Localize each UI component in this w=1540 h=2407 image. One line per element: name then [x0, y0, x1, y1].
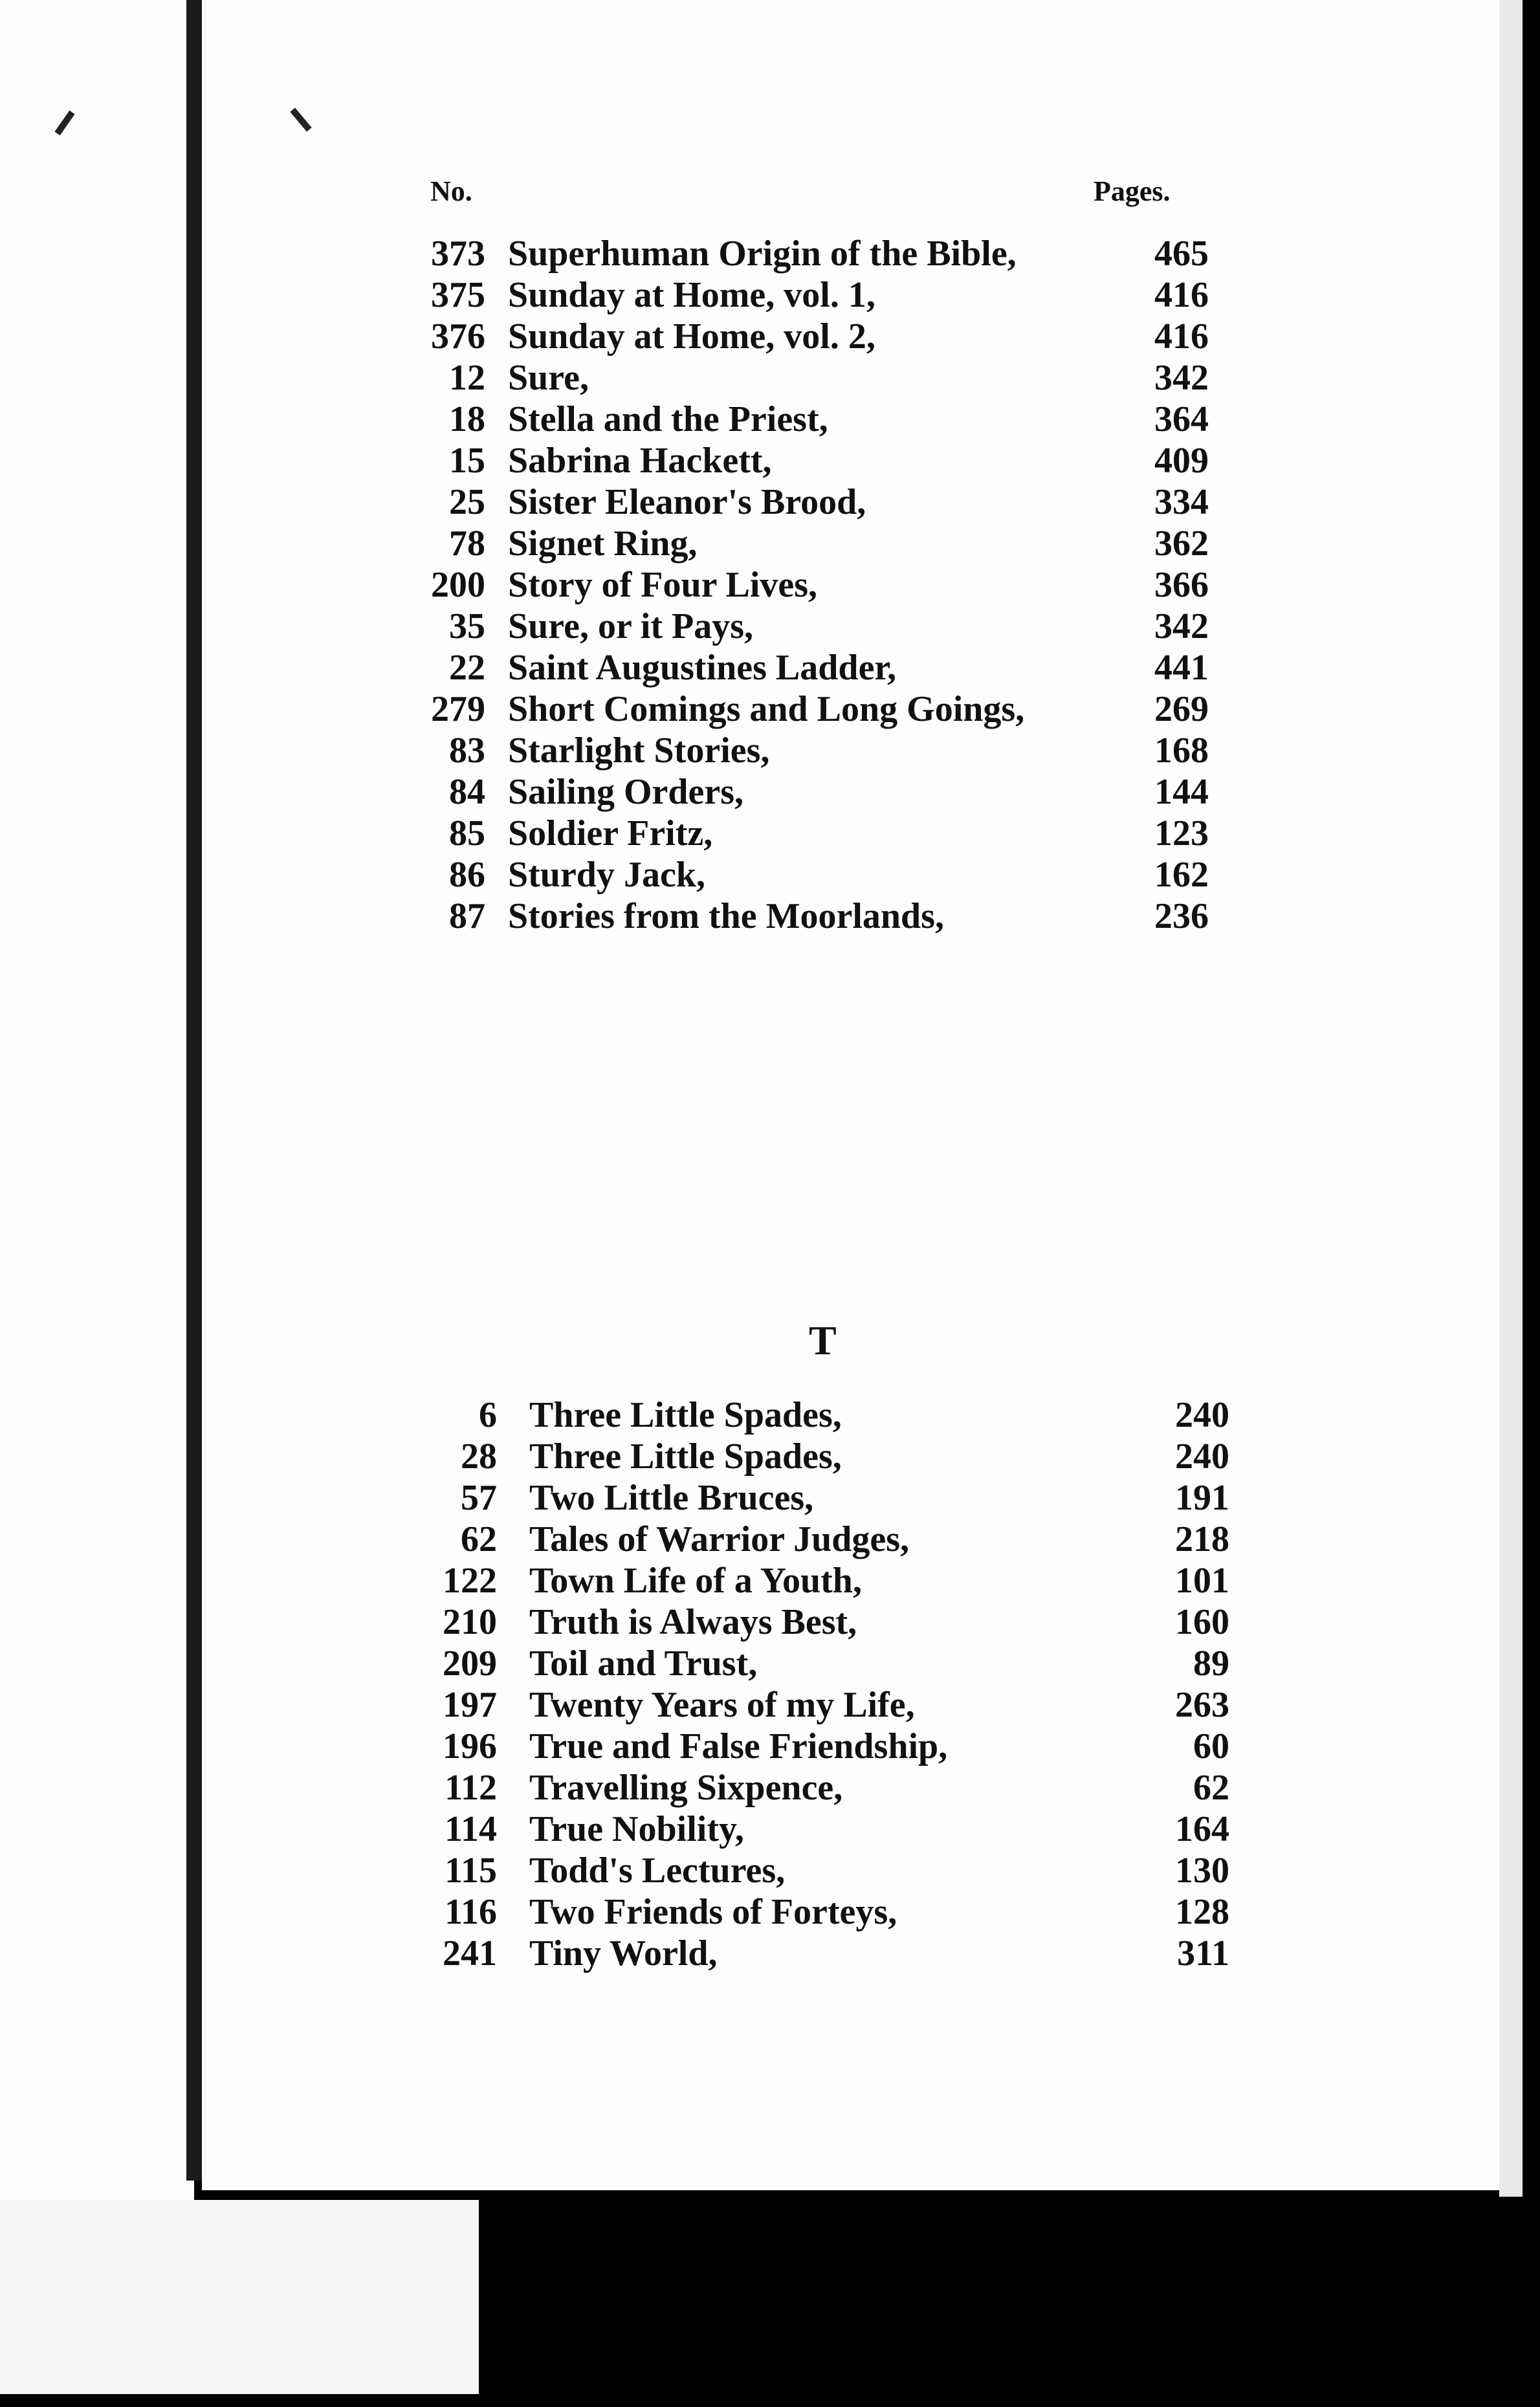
entry-title: Sister Eleanor's Brood,: [508, 482, 866, 522]
entry-number: 114: [445, 1809, 497, 1849]
entry-title: Starlight Stories,: [508, 731, 770, 771]
entry-number: 35: [449, 606, 485, 646]
entry-number: 78: [449, 523, 485, 564]
entry-number: 6: [479, 1395, 497, 1435]
entry-pages: 218: [1175, 1519, 1229, 1559]
entry-pages: 164: [1175, 1809, 1229, 1849]
entry-title: Stella and the Priest,: [508, 399, 828, 439]
pages-column-header: Pages.: [1094, 175, 1171, 207]
entry-title: Saint Augustines Ladder,: [508, 648, 897, 688]
entry-title: Town Life of a Youth,: [529, 1561, 862, 1601]
entry-number: 85: [449, 813, 485, 853]
entry-pages: 334: [1154, 482, 1209, 522]
catalog-entry: [0, 1933, 1540, 1974]
catalog-entry: [0, 274, 1540, 316]
entry-pages: 128: [1175, 1892, 1229, 1932]
entry-pages: 362: [1154, 523, 1209, 564]
catalog-entry: [0, 481, 1540, 523]
entry-pages: 60: [1193, 1726, 1229, 1766]
entry-pages: 168: [1154, 731, 1209, 771]
entry-pages: 160: [1175, 1602, 1229, 1642]
entry-number: 197: [443, 1685, 497, 1725]
catalog-entry: [0, 357, 1540, 399]
entry-title: Sure,: [508, 358, 589, 398]
entry-title: Sunday at Home, vol. 1,: [508, 275, 875, 315]
catalog-entry: [0, 1477, 1540, 1519]
entry-number: 375: [431, 275, 485, 315]
entry-pages: 191: [1175, 1478, 1229, 1518]
entry-title: Twenty Years of my Life,: [529, 1685, 915, 1725]
entry-number: 376: [431, 316, 485, 357]
entry-number: 196: [443, 1726, 497, 1766]
catalog-entry: [0, 316, 1540, 357]
catalog-entry: [0, 440, 1540, 481]
entry-number: 62: [461, 1519, 497, 1559]
entry-pages: 236: [1154, 896, 1209, 936]
entry-title: Soldier Fritz,: [508, 813, 713, 853]
entry-number: 28: [461, 1436, 497, 1477]
catalog-entry: [0, 1684, 1540, 1726]
entry-pages: 465: [1154, 234, 1209, 274]
entry-title: Superhuman Origin of the Bible,: [508, 234, 1017, 274]
catalog-entry: [0, 771, 1540, 813]
catalog-entry: [0, 1560, 1540, 1601]
entry-title: True Nobility,: [529, 1809, 744, 1849]
catalog-entry: [0, 523, 1540, 564]
catalog-entry: [0, 1643, 1540, 1684]
catalog-entry: [0, 1767, 1540, 1808]
entry-title: True and False Friendship,: [529, 1726, 948, 1766]
entry-title: Story of Four Lives,: [508, 565, 818, 605]
entry-number: 122: [443, 1561, 497, 1601]
entry-number: 57: [461, 1478, 497, 1518]
entry-title: Sure, or it Pays,: [508, 606, 754, 646]
entry-pages: 144: [1154, 772, 1209, 812]
entry-pages: 62: [1193, 1768, 1229, 1808]
catalog-entry: [0, 1850, 1540, 1891]
catalog-entry: [0, 1891, 1540, 1933]
entry-number: 209: [443, 1643, 497, 1684]
number-column-header: No.: [430, 175, 472, 207]
catalog-entry: [0, 1601, 1540, 1643]
entry-pages: 263: [1175, 1685, 1229, 1725]
entry-number: 15: [449, 441, 485, 481]
entry-title: Three Little Spades,: [529, 1436, 842, 1477]
catalog-entry: [0, 854, 1540, 896]
entry-pages: 409: [1154, 441, 1209, 481]
entry-number: 210: [443, 1602, 497, 1642]
entry-title: Truth is Always Best,: [529, 1602, 857, 1642]
entry-pages: 240: [1175, 1436, 1229, 1477]
entry-pages: 416: [1154, 275, 1209, 315]
catalog-entry: [0, 813, 1540, 854]
catalog-entry: [0, 1394, 1540, 1436]
catalog-entry: [0, 1808, 1540, 1850]
entry-pages: 416: [1154, 316, 1209, 357]
entry-number: 25: [449, 482, 485, 522]
entry-pages: 240: [1175, 1395, 1229, 1435]
entry-number: 86: [449, 855, 485, 895]
entry-number: 84: [449, 772, 485, 812]
catalog-entry: [0, 1726, 1540, 1767]
entry-title: Sailing Orders,: [508, 772, 744, 812]
entry-title: Sabrina Hackett,: [508, 441, 772, 481]
entry-title: Todd's Lectures,: [529, 1851, 786, 1891]
entry-pages: 101: [1175, 1561, 1229, 1601]
entry-title: Tales of Warrior Judges,: [529, 1519, 910, 1559]
catalog-entry: [0, 233, 1540, 274]
entry-pages: 364: [1154, 399, 1209, 439]
entry-title: Sturdy Jack,: [508, 855, 705, 895]
entry-pages: 269: [1154, 689, 1209, 729]
entry-pages: 311: [1177, 1933, 1229, 1973]
entry-title: Two Friends of Forteys,: [529, 1892, 897, 1932]
entry-pages: 441: [1154, 648, 1209, 688]
entry-number: 22: [449, 648, 485, 688]
catalog-entry: [0, 564, 1540, 606]
entry-title: Two Little Bruces,: [529, 1478, 814, 1518]
catalog-entry: [0, 606, 1540, 647]
catalog-entry: [0, 730, 1540, 771]
entry-number: 373: [431, 234, 485, 274]
entry-title: Three Little Spades,: [529, 1395, 842, 1435]
entry-number: 241: [443, 1933, 497, 1973]
entry-number: 116: [445, 1892, 497, 1932]
entry-title: Toil and Trust,: [529, 1643, 758, 1684]
entry-pages: 342: [1154, 358, 1209, 398]
entry-pages: 162: [1154, 855, 1209, 895]
catalog-entry: [0, 1519, 1540, 1560]
entry-number: 279: [431, 689, 485, 729]
entry-title: Signet Ring,: [508, 523, 698, 564]
entry-pages: 342: [1154, 606, 1209, 646]
catalog-entry: [0, 1436, 1540, 1477]
catalog-entry: [0, 688, 1540, 730]
entry-title: Travelling Sixpence,: [529, 1768, 843, 1808]
entry-number: 83: [449, 731, 485, 771]
entry-title: Stories from the Moorlands,: [508, 896, 944, 936]
entry-title: Short Comings and Long Goings,: [508, 689, 1025, 729]
section-letter-t: T: [809, 1317, 837, 1363]
entry-number: 87: [449, 896, 485, 936]
entry-number: 18: [449, 399, 485, 439]
lower-page-strip: [0, 2200, 479, 2394]
catalog-entry: [0, 647, 1540, 688]
entry-title: Tiny World,: [529, 1933, 718, 1973]
entry-number: 115: [445, 1851, 497, 1891]
catalog-entry: [0, 896, 1540, 937]
catalog-entry: [0, 399, 1540, 440]
entry-pages: 130: [1175, 1851, 1229, 1891]
entry-number: 200: [431, 565, 485, 605]
entry-number: 112: [445, 1768, 497, 1808]
entry-number: 12: [449, 358, 485, 398]
entry-title: Sunday at Home, vol. 2,: [508, 316, 875, 357]
entry-pages: 123: [1154, 813, 1209, 853]
entry-pages: 89: [1193, 1643, 1229, 1684]
entry-pages: 366: [1154, 565, 1209, 605]
